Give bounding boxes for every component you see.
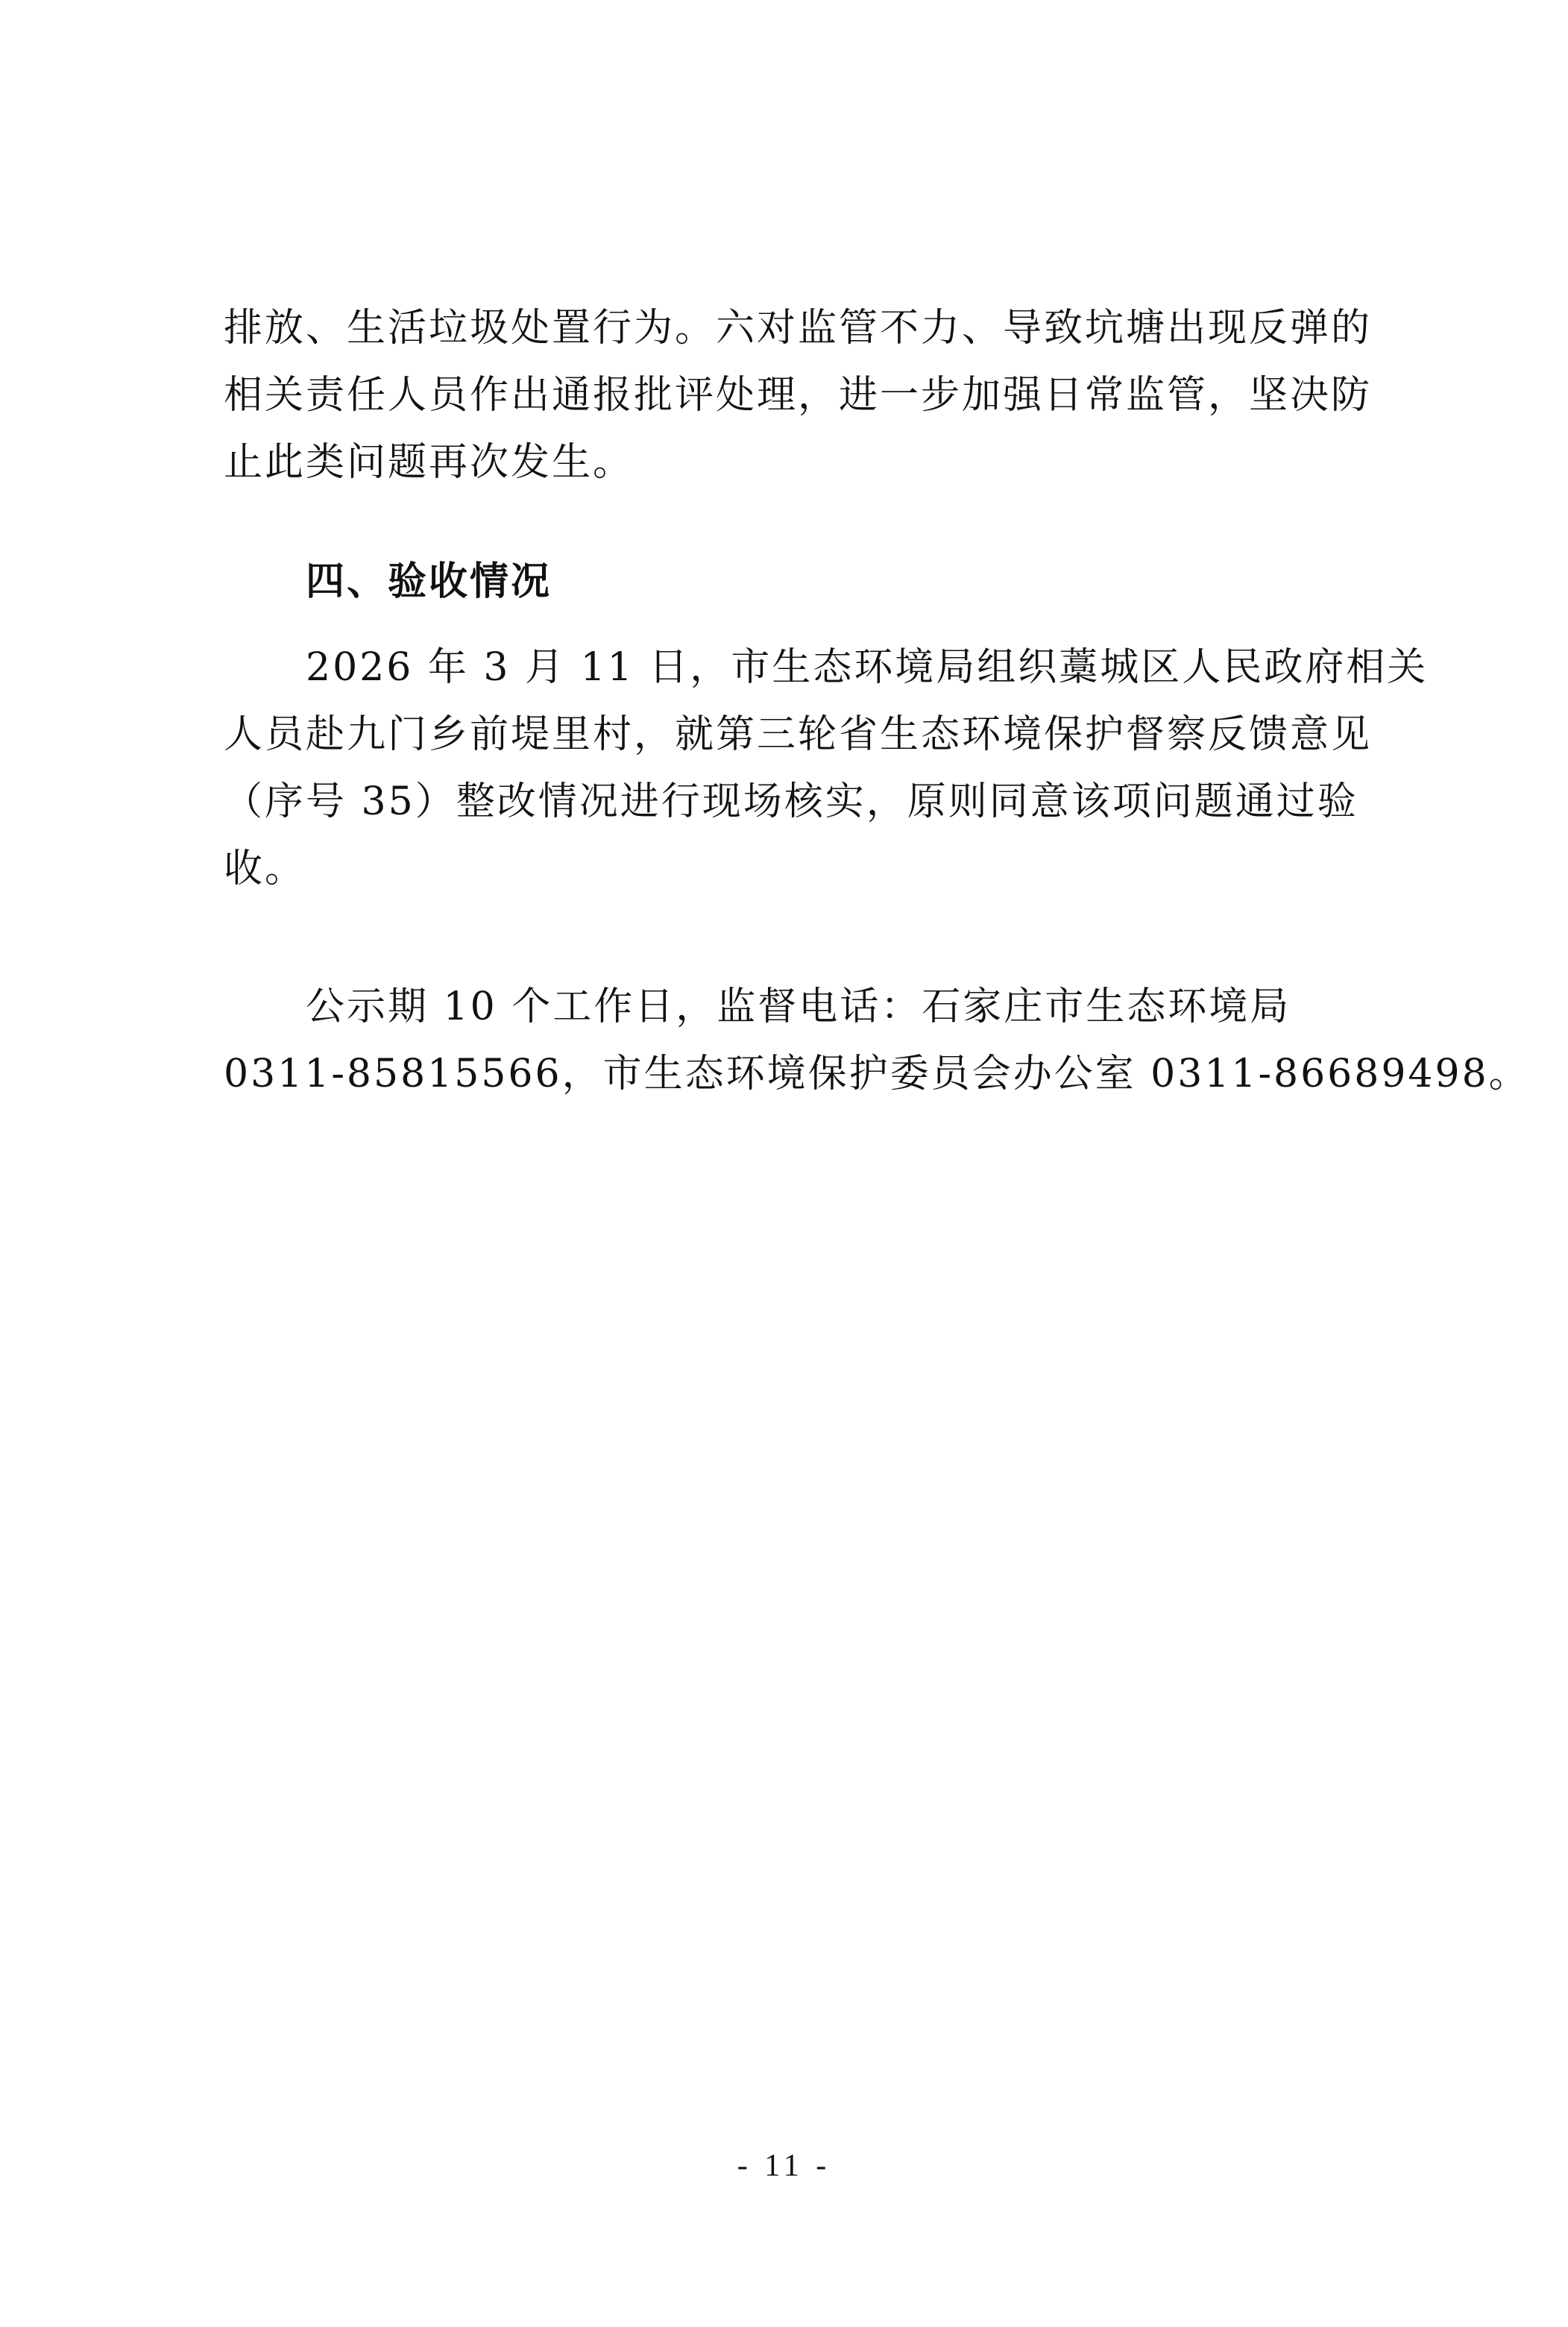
text-line: 相关责任人员作出通报批评处理，进一步加强日常监管，坚决防 [224,373,1373,418]
text-line: （序号 35）整改情况进行现场核实，原则同意该项问题通过验 [224,779,1358,824]
page-number: - 11 - [737,2149,831,2183]
text-line: 止此类问题再次发生。 [224,440,635,485]
text-line: 公示期 10 个工作日，监督电话：石家庄市生态环境局 [306,984,1291,1029]
paragraph-acceptance [224,634,1429,902]
text-line: 收。 [224,847,306,891]
text-line: 人员赴九门乡前堤里村，就第三轮省生态环境保护督察反馈意见 [224,712,1373,757]
paragraph-publicity [224,973,1530,1108]
heading-text: 四、验收情况 [306,559,552,604]
section-heading [224,548,1387,615]
text-line: 排放、生活垃圾处置行为。六对监管不力、导致坑塘出现反弹的 [224,306,1373,351]
paragraph-continuation [224,295,1387,496]
text-line: 2026 年 3 月 11 日，市生态环境局组织藁城区人民政府相关 [306,645,1429,690]
text-line: 0311-85815566，市生态环境保护委员会办公室 0311-86689498。 [224,1052,1530,1096]
